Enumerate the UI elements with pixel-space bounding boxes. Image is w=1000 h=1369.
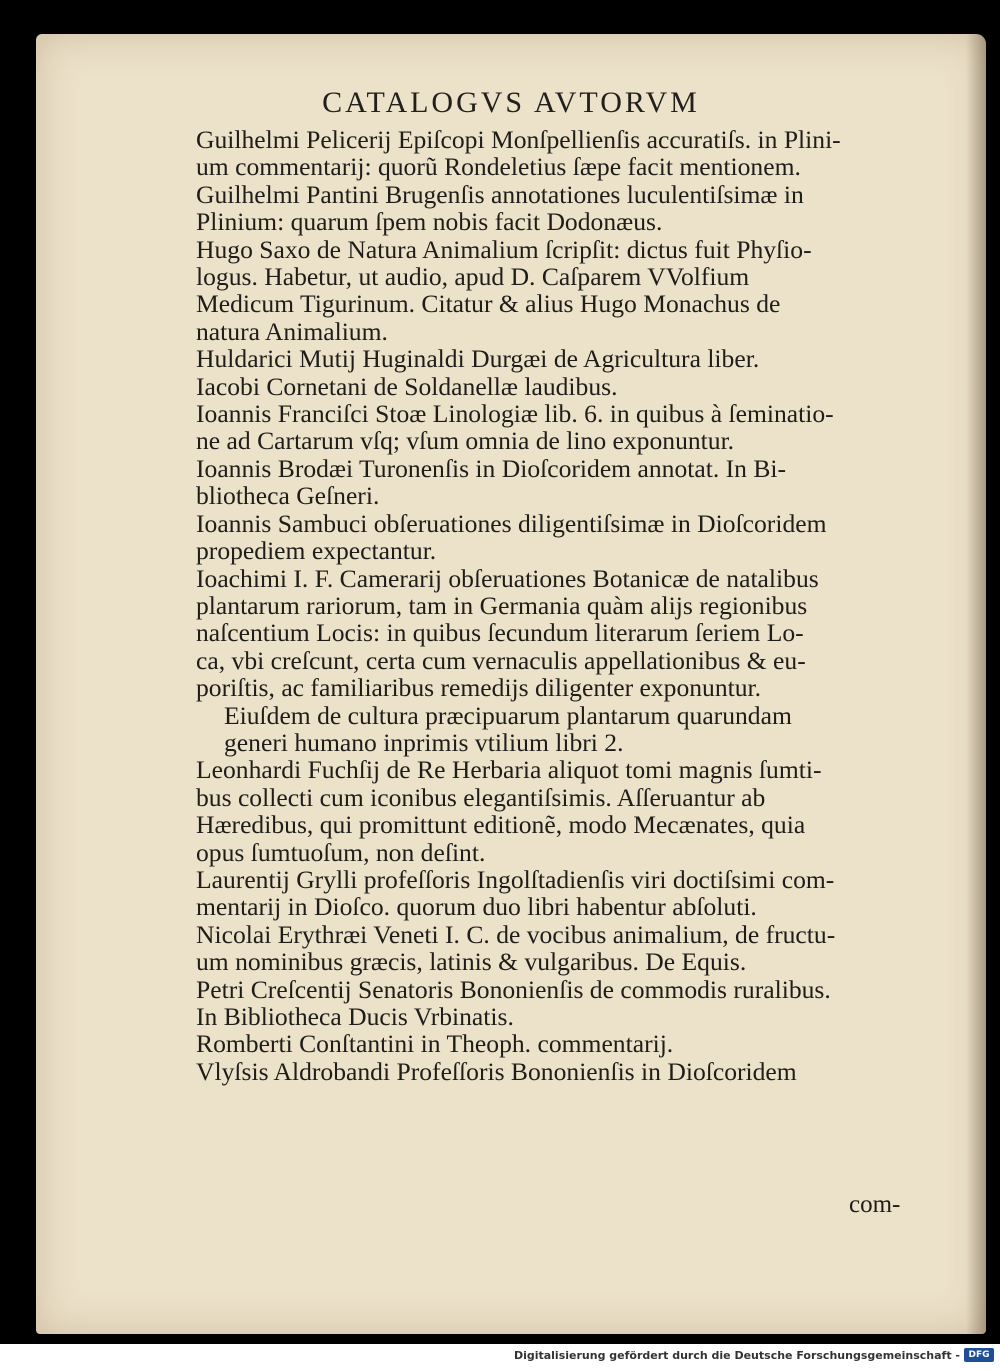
entry-line: Leonhardi Fuchſij de Re Herbaria aliquot tomi magnis ſumti- [196,755,822,785]
catalog-entries [196,126,931,1085]
entry-line: propediem expectantur. [196,536,437,566]
footer-credit: Digitalisierung gefördert durch die Deutsche Forschungsgemeinschaft - [513,1349,960,1362]
entry-line: Hugo Saxo de Natura Animalium ſcripſit: dictus fuit Phyſio- [196,234,812,264]
entry-line: Vlyſsis Aldrobandi Profeſſoris Bononienſis in Dioſcoridem [196,1056,797,1086]
entry-line: Romberti Conſtantini in Theoph. commentarij. [196,1029,674,1059]
entry-line: plantarum rariorum, tam in Germania quàm alijs regionibus [196,590,808,620]
running-header: CATALOGVS AVTORVM [322,86,700,119]
entry-line: Huldarici Mutij Huginaldi Durgæi de Agricultura liber. [196,344,760,374]
entry-line: Nicolai Erythræi Veneti I. C. de vocibus animalium, de fructu- [196,919,836,949]
entry-line: Ioannis Franciſci Stoæ Linologiæ lib. 6. in quibus à ſeminatio- [196,399,834,429]
entry-line: poriſtis, ac familiaribus remedijs diligenter exponuntur. [196,673,762,703]
entry-line: Iacobi Cornetani de Soldanellæ laudibus. [196,371,618,401]
catalog-entry [196,181,931,236]
entry-line: bus collecti cum iconibus elegantiſsimis. Aſſeruantur ab [196,782,766,812]
entry-subline: Eiuſdem de cultura præcipuarum plantarum quarundam [224,700,792,730]
catalog-entry [196,1030,931,1057]
entry-line: Guilhelmi Pantini Brugenſis annotationes luculentiſsimæ in [196,179,804,209]
entry-line: Plinium: quarum ſpem nobis facit Dodonæus. [196,207,663,237]
entry-line: Laurentij Grylli profeſſoris Ingolſtadienſis viri doctiſsimi com- [196,864,835,894]
entry-line: Ioannis Brodæi Turonenſis in Dioſcoridem annotat. In Bi- [196,453,787,483]
book-page [36,34,986,1334]
entry-line: bliotheca Geſneri. [196,481,380,511]
catalog-entry [196,510,931,565]
catalog-entry [196,756,931,866]
catalog-entry [196,400,931,455]
catalog-entry [196,236,931,346]
entry-line: Medicum Tigurinum. Citatur & alius Hugo Monachus de [196,289,781,319]
catalog-entry [196,126,931,181]
entry-line: Petri Creſcentij Senatoris Bononienſis de commodis ruralibus. [196,974,831,1004]
entry-line: um nominibus græcis, latinis & vulgaribus. De Equis. [196,947,747,977]
catalog-entry [196,565,931,757]
entry-line: natura Animalium. [196,316,388,346]
dfg-logo: DFG [964,1348,994,1362]
entry-line: opus ſumtuoſum, non deſint. [196,837,486,867]
catalog-entry [196,1058,931,1085]
catalog-entry [196,976,931,1031]
footer-bar [0,1344,1000,1369]
entry-line: In Bibliotheca Ducis Vrbinatis. [196,1002,514,1031]
catalog-entry [196,455,931,510]
page-gutter-shadow [966,34,986,1334]
catalog-entry [196,866,931,921]
entry-line: ne ad Cartarum vſq; vſum omnia de lino exponuntur. [196,426,735,456]
catalog-entry [196,345,931,372]
catalog-entry [196,921,931,976]
entry-line: Ioachimi I. F. Camerarij obſeruationes Botanicæ de natalibus [196,563,819,593]
entry-subline: generi humano inprimis vtilium libri 2. [224,727,624,757]
entry-line: Guilhelmi Pelicerij Epiſcopi Monſpellienſis accuratiſs. in Plini- [196,125,841,154]
entry-line: um commentarij: quorũ Rondeletius ſæpe facit mentionem. [196,152,801,182]
entry-line: Hæredibus, qui promittunt editionẽ, modo Mecænates, quia [196,810,806,840]
catalog-entry [196,373,931,400]
entry-line: logus. Habetur, ut audio, apud D. Caſparem VVolfium [196,262,750,292]
entry-line: mentarij in Dioſco. quorum duo libri habentur abſoluti. [196,892,757,922]
entry-line: Ioannis Sambuci obſeruationes diligentiſsimæ in Dioſcoridem [196,508,827,538]
entry-line: ca, vbi creſcunt, certa cum vernaculis appellationibus & eu- [196,645,806,675]
catchword: com- [849,1191,901,1218]
entry-line: naſcentium Locis: in quibus ſecundum literarum ſeriem Lo- [196,618,804,648]
